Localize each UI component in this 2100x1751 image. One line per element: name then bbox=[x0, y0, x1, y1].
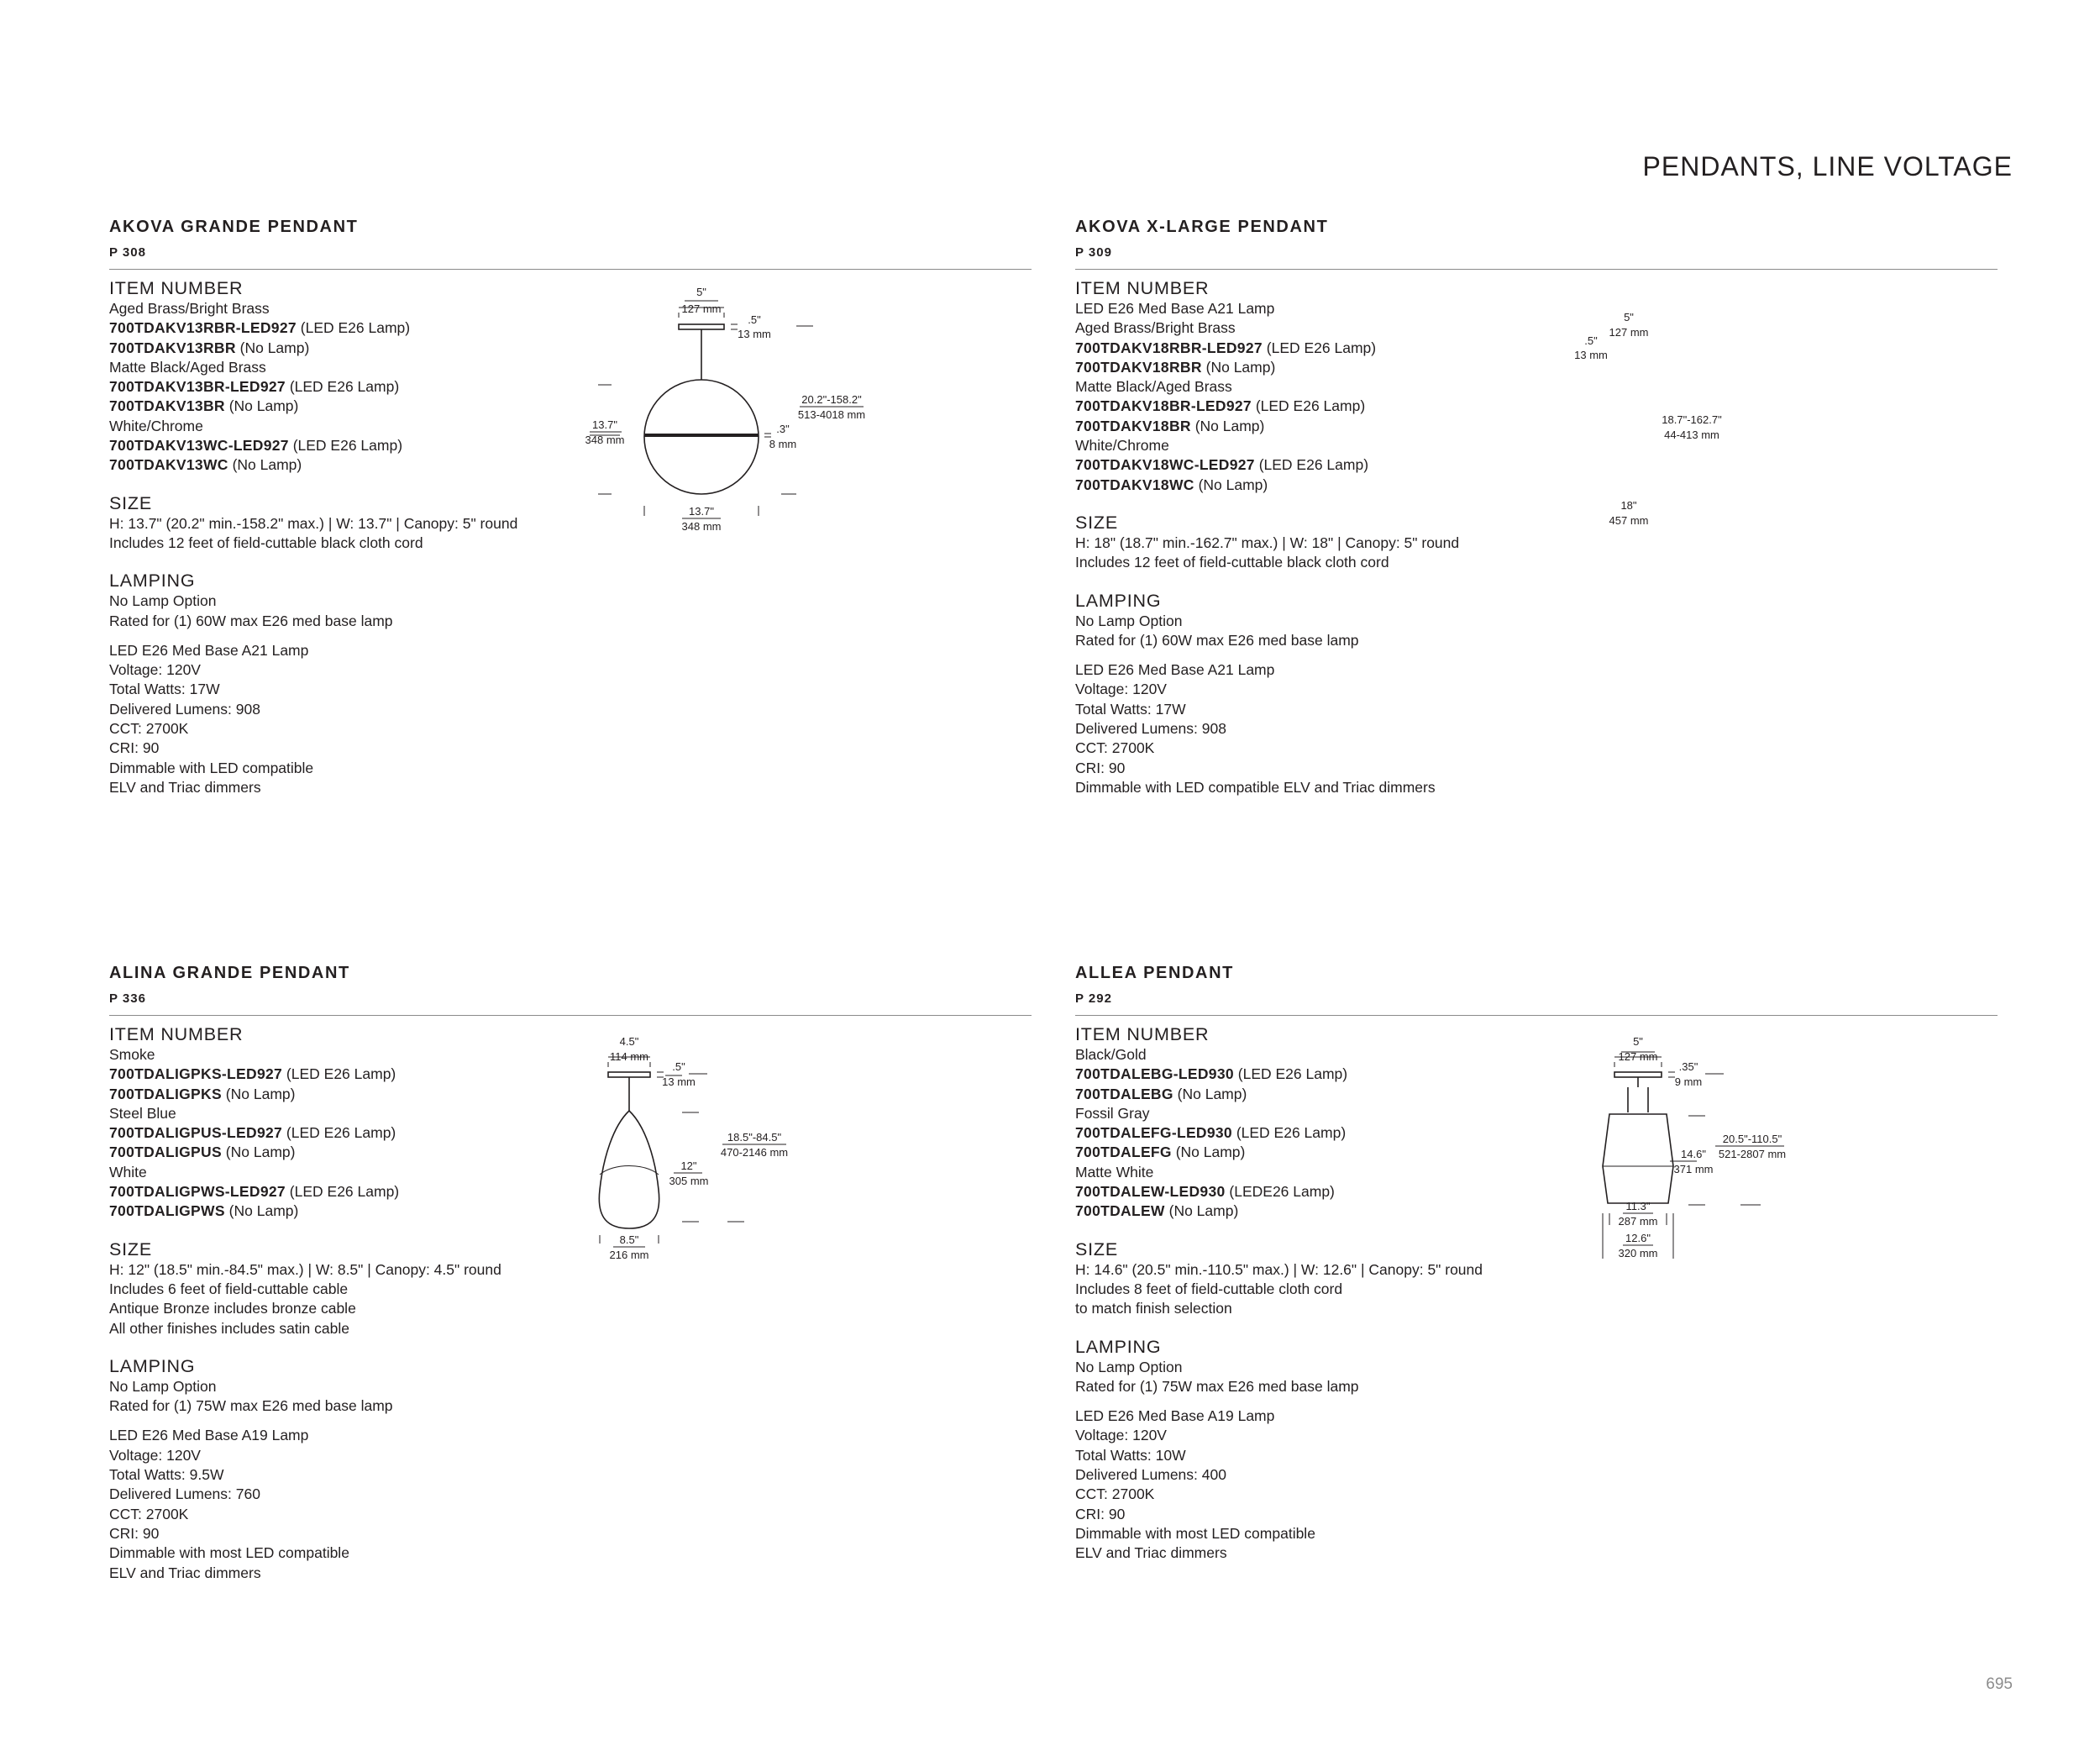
item-code: 700TDAKV18BR-LED927 bbox=[1075, 397, 1252, 415]
cap-mm-label: 13 mm bbox=[738, 328, 771, 340]
item-code: 700TDAKV13RBR-LED927 bbox=[109, 319, 297, 337]
dimension-diagram bbox=[580, 1023, 1000, 1275]
item-code: 700TDALEFG-LED930 bbox=[1075, 1124, 1232, 1142]
page-header: PENDANTS, LINE VOLTAGE bbox=[1642, 151, 2013, 181]
top-mm-label: 287 mm bbox=[1618, 1215, 1658, 1228]
title-rule bbox=[1075, 269, 1998, 270]
canopy-shape bbox=[679, 324, 724, 329]
lamp-note: (No Lamp) bbox=[225, 1144, 296, 1161]
lamping-spec-line: Dimmable with LED compatible ELV and Triac dimmers bbox=[1075, 778, 1436, 796]
product-akova-grande bbox=[109, 217, 1032, 796]
page-reference: P 336 bbox=[109, 991, 146, 1006]
item-code-row bbox=[109, 1065, 580, 1084]
lamping-spec-line: Total Watts: 17W bbox=[109, 681, 220, 698]
finish-label: White/Chrome bbox=[1075, 437, 1169, 455]
height-mm-label: 305 mm bbox=[669, 1175, 709, 1187]
height-in-label: 14.6" bbox=[1681, 1148, 1706, 1160]
item-code-row bbox=[109, 436, 580, 455]
item-code-row bbox=[1075, 1085, 1546, 1104]
title-rule bbox=[109, 269, 1032, 270]
item-code-row bbox=[109, 339, 580, 358]
size-heading: SIZE bbox=[109, 492, 152, 513]
lamp-note: (LED E26 Lamp) bbox=[286, 1124, 396, 1142]
lamp-note: (No Lamp) bbox=[1205, 358, 1276, 376]
product-title: ALINA GRANDE PENDANT bbox=[109, 964, 350, 982]
width-in-label: 8.5" bbox=[619, 1233, 639, 1246]
item-number-heading: ITEM NUMBER bbox=[1075, 278, 1210, 298]
item-code: 700TDALEFG bbox=[1075, 1144, 1172, 1161]
item-code: 700TDAKV18WC bbox=[1075, 476, 1194, 493]
lamping-option bbox=[109, 592, 580, 631]
lamping-heading: LAMPING bbox=[1075, 1336, 1162, 1357]
canopy-mm-label: 114 mm bbox=[610, 1050, 648, 1063]
item-code-row bbox=[1075, 397, 1546, 416]
overall-mm-label: 470-2146 mm bbox=[720, 1146, 789, 1159]
finish-label: Black/Gold bbox=[1075, 1046, 1147, 1063]
cap-mm-label: 9 mm bbox=[1674, 1075, 1703, 1088]
page-reference: P 292 bbox=[1075, 991, 1112, 1006]
lamping-spec-line: Total Watts: 17W bbox=[1075, 700, 1186, 718]
item-code: 700TDAKV18WC-LED927 bbox=[1075, 456, 1255, 474]
lamping-spec-line: Voltage: 120V bbox=[109, 1446, 201, 1464]
lamping-spec-line: CCT: 2700K bbox=[1075, 1485, 1155, 1503]
lamp-note: (No Lamp) bbox=[1177, 1085, 1247, 1102]
finish-label: White bbox=[109, 1163, 147, 1180]
lamping-option bbox=[109, 1377, 580, 1417]
size-line: Includes 6 feet of field-cuttable cable bbox=[109, 1280, 349, 1297]
spec-column bbox=[1075, 277, 1546, 797]
cap-in-label: .35" bbox=[1678, 1060, 1698, 1073]
lamping-spec-line: Delivered Lumens: 760 bbox=[109, 1485, 260, 1503]
lamping-spec-line: Delivered Lumens: 400 bbox=[1075, 1466, 1226, 1484]
item-code: 700TDALIGPKS-LED927 bbox=[109, 1065, 283, 1083]
item-code-row bbox=[1075, 1202, 1546, 1221]
item-code-row bbox=[109, 377, 580, 397]
size-heading: SIZE bbox=[109, 1238, 152, 1259]
lamp-note: (LEDE26 Lamp) bbox=[1229, 1183, 1335, 1201]
width-in-label: 18" bbox=[1620, 499, 1637, 512]
finish-label: White/Chrome bbox=[109, 417, 203, 434]
item-code: 700TDAKV13BR bbox=[109, 397, 225, 415]
canopy-mm-label: 127 mm bbox=[681, 302, 722, 315]
item-code: 700TDAKV13WC bbox=[109, 456, 228, 474]
overall-mm-label: 513-4018 mm bbox=[797, 408, 866, 421]
lamping-spec-line: Total Watts: 10W bbox=[1075, 1446, 1186, 1464]
lamping-line: No Lamp Option bbox=[109, 1377, 217, 1395]
lamping-spec-line: LED E26 Med Base A21 Lamp bbox=[1075, 661, 1275, 679]
lamping-spec-line: ELV and Triac dimmers bbox=[1075, 1544, 1227, 1562]
size-line: All other finishes includes satin cable bbox=[109, 1319, 349, 1337]
item-list bbox=[1075, 1045, 1546, 1222]
lamping-line: Rated for (1) 75W max E26 med base lamp bbox=[1075, 1377, 1359, 1395]
lamp-note: (LED E26 Lamp) bbox=[1258, 456, 1369, 474]
height-mm-label: 371 mm bbox=[1673, 1163, 1714, 1175]
item-code-row bbox=[109, 1143, 580, 1162]
item-code: 700TDAKV18BR bbox=[1075, 417, 1191, 434]
finish-label: Smoke bbox=[109, 1046, 155, 1063]
item-code-row bbox=[109, 318, 580, 338]
height-mm-label: 348 mm bbox=[585, 434, 625, 446]
size-line: H: 14.6" (20.5" min.-110.5" max.) | W: 12.6" | Canopy: 5" round bbox=[1075, 1260, 1483, 1278]
item-code: 700TDAKV13RBR bbox=[109, 339, 236, 356]
product-title: AKOVA X-LARGE PENDANT bbox=[1075, 218, 1329, 236]
spec-column bbox=[109, 277, 580, 797]
item-code-row bbox=[109, 455, 580, 475]
canopy-in-label: 4.5" bbox=[619, 1035, 639, 1048]
size-lines bbox=[109, 514, 580, 554]
height-in-label: 12" bbox=[680, 1159, 697, 1172]
lamping-spec-line: CRI: 90 bbox=[1075, 1505, 1126, 1522]
glass-inner-line bbox=[600, 1166, 659, 1175]
lamp-note: (LED E26 Lamp) bbox=[286, 1065, 396, 1083]
lamping-heading: LAMPING bbox=[1075, 590, 1162, 611]
finish-label: LED E26 Med Base A21 Lamp bbox=[1075, 300, 1275, 317]
item-code: 700TDALEBG bbox=[1075, 1085, 1173, 1102]
lamp-note: (No Lamp) bbox=[232, 456, 302, 474]
item-code: 700TDALEBG-LED930 bbox=[1075, 1065, 1234, 1083]
item-code: 700TDAKV18RBR bbox=[1075, 358, 1202, 376]
overall-mm-label: 44-413 mm bbox=[1664, 429, 1719, 441]
lamp-note: (No Lamp) bbox=[228, 1202, 299, 1220]
size-lines bbox=[1075, 534, 1546, 573]
lamping-led-specs bbox=[109, 1426, 580, 1582]
lamping-spec-line: Delivered Lumens: 908 bbox=[109, 700, 260, 718]
lamping-line: No Lamp Option bbox=[109, 592, 217, 610]
item-code: 700TDALEW-LED930 bbox=[1075, 1183, 1226, 1201]
lamping-spec-line: LED E26 Med Base A19 Lamp bbox=[109, 1427, 309, 1444]
item-code-row bbox=[1075, 1143, 1546, 1162]
size-heading: SIZE bbox=[1075, 1238, 1118, 1259]
lamping-option bbox=[1075, 1358, 1546, 1397]
item-list bbox=[109, 1045, 580, 1222]
lamping-spec-line: Dimmable with LED compatible bbox=[109, 759, 314, 776]
cap-mm-label: 13 mm bbox=[662, 1075, 696, 1088]
title-rule bbox=[109, 1015, 1032, 1016]
lamping-spec-line: CRI: 90 bbox=[109, 1524, 160, 1542]
lamp-note: (No Lamp) bbox=[1175, 1144, 1246, 1161]
item-code-row bbox=[109, 1202, 580, 1221]
item-list bbox=[1075, 299, 1546, 495]
width-in-label: 12.6" bbox=[1625, 1232, 1651, 1244]
band-mm-label: 8 mm bbox=[769, 438, 797, 450]
item-code-row bbox=[109, 1123, 580, 1143]
size-line: Includes 12 feet of field-cuttable black cloth cord bbox=[1075, 554, 1389, 571]
lamp-note: (LED E26 Lamp) bbox=[1236, 1124, 1347, 1142]
lamp-note: (No Lamp) bbox=[1198, 476, 1268, 493]
lamping-spec-line: CCT: 2700K bbox=[1075, 739, 1155, 757]
lamping-led-specs bbox=[109, 641, 580, 797]
size-line: H: 12" (18.5" min.-84.5" max.) | W: 8.5" | Canopy: 4.5" round bbox=[109, 1260, 501, 1278]
item-code: 700TDALIGPUS-LED927 bbox=[109, 1124, 283, 1142]
width-mm-label: 320 mm bbox=[1618, 1247, 1658, 1259]
item-code: 700TDALIGPWS bbox=[109, 1202, 225, 1220]
page-number: 695 bbox=[1986, 1675, 2013, 1693]
lamping-heading: LAMPING bbox=[109, 571, 196, 592]
lamping-spec-line: LED E26 Med Base A19 Lamp bbox=[1075, 1407, 1275, 1425]
item-code: 700TDALEW bbox=[1075, 1202, 1165, 1220]
dimension-diagram bbox=[580, 277, 1000, 555]
lamping-spec-line: CRI: 90 bbox=[109, 739, 160, 757]
size-line: to match finish selection bbox=[1075, 1300, 1232, 1317]
item-code: 700TDALIGPUS bbox=[109, 1144, 222, 1161]
lamp-note: (LED E26 Lamp) bbox=[1255, 397, 1366, 415]
lamping-spec-line: CRI: 90 bbox=[1075, 759, 1126, 776]
lamp-note: (LED E26 Lamp) bbox=[1266, 339, 1377, 356]
page-reference: P 309 bbox=[1075, 245, 1112, 260]
lamping-line: Rated for (1) 60W max E26 med base lamp bbox=[1075, 631, 1359, 649]
lamp-note: (No Lamp) bbox=[225, 1085, 296, 1102]
lamping-heading: LAMPING bbox=[109, 1355, 196, 1376]
canopy-mm-label: 127 mm bbox=[1609, 326, 1649, 339]
finish-label: Aged Brass/Bright Brass bbox=[109, 300, 270, 317]
shade-body bbox=[1603, 1114, 1673, 1203]
item-number-heading: ITEM NUMBER bbox=[109, 278, 244, 298]
lamping-line: Rated for (1) 60W max E26 med base lamp bbox=[109, 612, 393, 629]
size-line: H: 18" (18.7" min.-162.7" max.) | W: 18" | Canopy: 5" round bbox=[1075, 534, 1460, 551]
cap-mm-label: 13 mm bbox=[1574, 349, 1608, 361]
lamping-spec-line: Voltage: 120V bbox=[1075, 1427, 1167, 1444]
lamp-note: (LED E26 Lamp) bbox=[300, 319, 411, 337]
size-heading: SIZE bbox=[1075, 512, 1118, 533]
item-code-row bbox=[1075, 417, 1546, 436]
lamping-line: No Lamp Option bbox=[1075, 612, 1183, 629]
spec-column bbox=[109, 1023, 580, 1583]
page-reference: P 308 bbox=[109, 245, 146, 260]
overall-in-label: 20.2"-158.2" bbox=[801, 393, 862, 406]
lamp-note: (LED E26 Lamp) bbox=[1237, 1065, 1348, 1083]
overall-in-label: 18.7"-162.7" bbox=[1662, 413, 1722, 426]
cap-in-label: .5" bbox=[748, 313, 761, 326]
item-code-row bbox=[1075, 339, 1546, 358]
lamping-spec-line: CCT: 2700K bbox=[109, 1505, 189, 1522]
overall-mm-label: 521-2807 mm bbox=[1718, 1148, 1787, 1160]
lamping-led-specs bbox=[1075, 660, 1546, 797]
size-line: H: 13.7" (20.2" min.-158.2" max.) | W: 13.7" | Canopy: 5" round bbox=[109, 514, 518, 532]
finish-label: Aged Brass/Bright Brass bbox=[1075, 319, 1236, 337]
overall-in-label: 20.5"-110.5" bbox=[1722, 1133, 1782, 1145]
dimension-diagram bbox=[1546, 1023, 1966, 1309]
lamping-option bbox=[1075, 612, 1546, 651]
finish-label: Matte Black/Aged Brass bbox=[109, 358, 266, 376]
canopy-in-label: 5" bbox=[1624, 311, 1634, 323]
item-code-row bbox=[109, 1182, 580, 1202]
lamping-spec-line: Dimmable with most LED compatible bbox=[109, 1544, 349, 1562]
item-code-row bbox=[109, 397, 580, 416]
lamping-spec-line: Voltage: 120V bbox=[109, 661, 201, 679]
lamping-spec-line: Delivered Lumens: 908 bbox=[1075, 720, 1226, 738]
product-alina-grande bbox=[109, 963, 1032, 1581]
size-line: Includes 12 feet of field-cuttable black cloth cord bbox=[109, 534, 423, 551]
item-code-row bbox=[1075, 455, 1546, 475]
product-akova-x-large bbox=[1075, 217, 1998, 796]
finish-label: Matte Black/Aged Brass bbox=[1075, 378, 1232, 396]
cap-in-label: .5" bbox=[672, 1060, 685, 1073]
lamping-spec-line: ELV and Triac dimmers bbox=[109, 778, 261, 796]
size-line: Includes 8 feet of field-cuttable cloth cord bbox=[1075, 1280, 1343, 1297]
lamp-note: (LED E26 Lamp) bbox=[289, 378, 400, 396]
item-code-row bbox=[1075, 358, 1546, 377]
lamp-note: (No Lamp) bbox=[239, 339, 310, 356]
width-in-label: 13.7" bbox=[689, 505, 714, 518]
lamp-note: (No Lamp) bbox=[1168, 1202, 1239, 1220]
width-mm-label: 348 mm bbox=[681, 520, 722, 533]
product-title: AKOVA GRANDE PENDANT bbox=[109, 218, 359, 236]
lamping-line: Rated for (1) 75W max E26 med base lamp bbox=[109, 1397, 393, 1415]
finish-label: Steel Blue bbox=[109, 1104, 176, 1122]
item-code-row bbox=[1075, 1065, 1546, 1084]
item-code-row bbox=[109, 1085, 580, 1104]
item-list bbox=[109, 299, 580, 476]
item-code-row bbox=[1075, 476, 1546, 495]
canopy-in-label: 5" bbox=[1633, 1035, 1643, 1048]
size-lines bbox=[109, 1260, 580, 1338]
item-number-heading: ITEM NUMBER bbox=[109, 1024, 244, 1044]
cap-in-label: .5" bbox=[1584, 334, 1598, 347]
product-title: ALLEA PENDANT bbox=[1075, 964, 1234, 982]
lamping-spec-line: LED E26 Med Base A21 Lamp bbox=[109, 641, 309, 659]
lamping-spec-line: Total Watts: 9.5W bbox=[109, 1466, 224, 1484]
overall-in-label: 18.5"-84.5" bbox=[727, 1131, 782, 1144]
lamp-note: (LED E26 Lamp) bbox=[289, 1183, 400, 1201]
lamping-spec-line: Voltage: 120V bbox=[1075, 681, 1167, 698]
item-number-heading: ITEM NUMBER bbox=[1075, 1024, 1210, 1044]
lamp-note: (LED E26 Lamp) bbox=[292, 437, 403, 455]
title-rule bbox=[1075, 1015, 1998, 1016]
spec-column bbox=[1075, 1023, 1546, 1564]
size-lines bbox=[1075, 1260, 1546, 1319]
item-code: 700TDALIGPKS bbox=[109, 1085, 222, 1102]
width-mm-label: 457 mm bbox=[1609, 514, 1649, 527]
lamping-led-specs bbox=[1075, 1407, 1546, 1563]
product-allea bbox=[1075, 963, 1998, 1562]
item-code: 700TDAKV18RBR-LED927 bbox=[1075, 339, 1263, 356]
lamp-note: (No Lamp) bbox=[228, 397, 299, 415]
item-code: 700TDAKV13WC-LED927 bbox=[109, 437, 289, 455]
canopy-mm-label: 127 mm bbox=[1618, 1050, 1658, 1063]
lamping-spec-line: CCT: 2700K bbox=[109, 720, 189, 738]
canopy-shape bbox=[1614, 1072, 1662, 1077]
band-in-label: .3" bbox=[776, 423, 790, 435]
width-mm-label: 216 mm bbox=[609, 1249, 649, 1261]
item-code: 700TDALIGPWS-LED927 bbox=[109, 1183, 286, 1201]
canopy-in-label: 5" bbox=[696, 286, 706, 298]
lamping-line: No Lamp Option bbox=[1075, 1358, 1183, 1375]
finish-label: Fossil Gray bbox=[1075, 1104, 1150, 1122]
size-line: Antique Bronze includes bronze cable bbox=[109, 1300, 356, 1317]
finish-label: Matte White bbox=[1075, 1163, 1154, 1180]
item-code: 700TDAKV13BR-LED927 bbox=[109, 378, 286, 396]
item-code-row bbox=[1075, 1123, 1546, 1143]
top-in-label: 11.3" bbox=[1625, 1200, 1651, 1212]
lamping-spec-line: ELV and Triac dimmers bbox=[109, 1564, 261, 1581]
dimension-diagram bbox=[1546, 277, 1966, 563]
canopy-shape bbox=[608, 1072, 650, 1077]
item-code-row bbox=[1075, 1182, 1546, 1202]
lamping-spec-line: Dimmable with most LED compatible bbox=[1075, 1524, 1315, 1542]
lamp-note: (No Lamp) bbox=[1194, 417, 1265, 434]
height-in-label: 13.7" bbox=[592, 418, 617, 431]
